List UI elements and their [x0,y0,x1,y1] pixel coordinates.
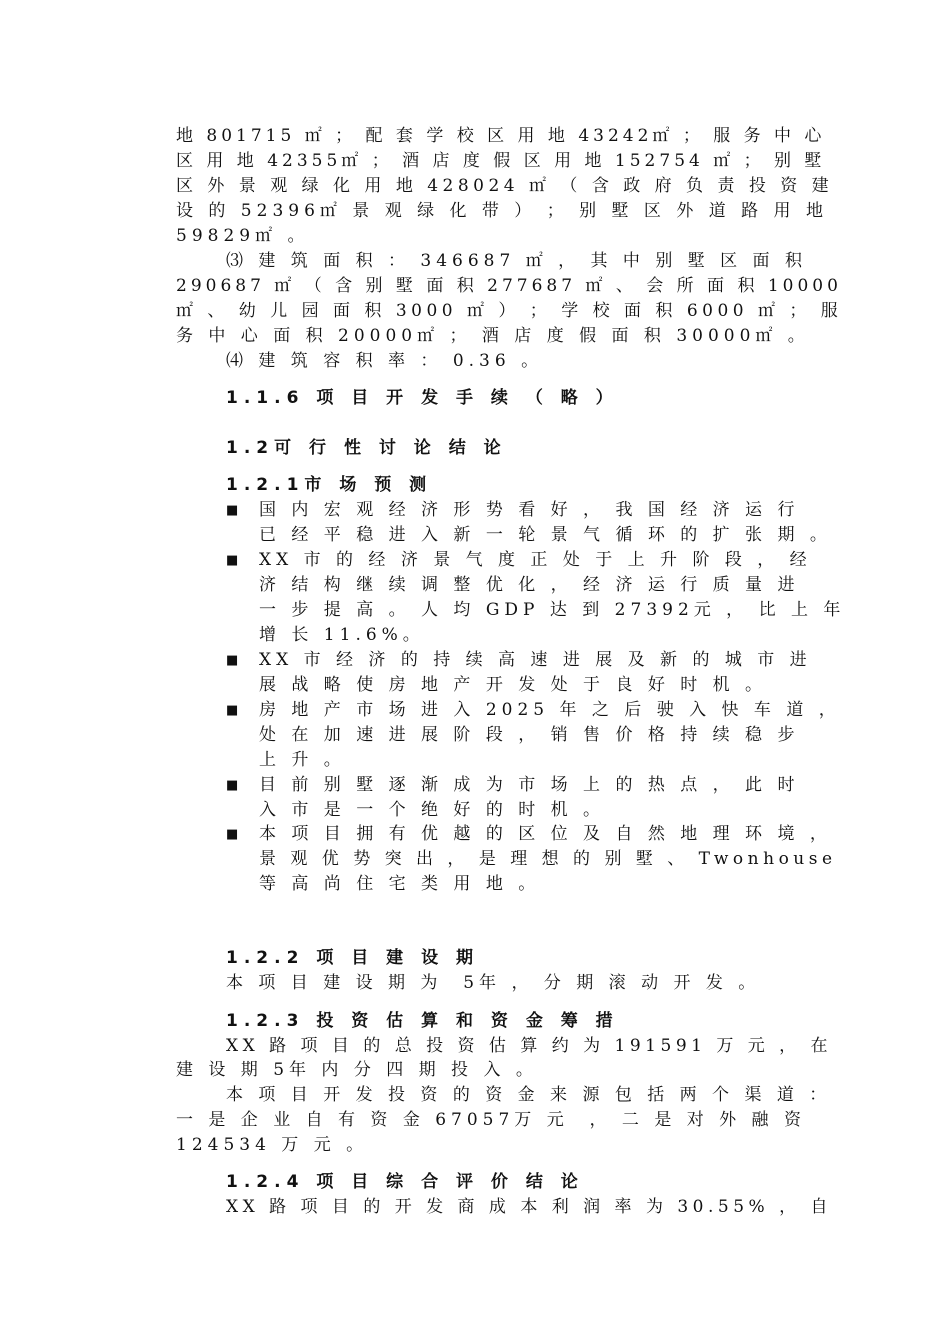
evaluation-line-1: XX 路 项 目 的 开 发 商 成 本 利 润 率 为 30.55% ， 自 [226,1197,832,1217]
investment-line-4: 一 是 企 业 自 有 资 金 67057万 元 ， 二 是 对 外 融 资 [176,1110,806,1130]
heading-1-1-6: 1.1.6 项 目 开 发 手 续 （ 略 ） [226,388,619,408]
list-item-line: 本 项 目 拥 有 优 越 的 区 位 及 自 然 地 理 环 境 ， [259,824,832,844]
list-item-line: 已 经 平 稳 进 入 新 一 轮 景 气 循 环 的 扩 张 期 。 [259,525,832,545]
building-area-line-1: ⑶ 建 筑 面 积 ： 346687 ㎡ ， 其 中 别 墅 区 面 积 [226,251,807,271]
heading-1-2: 1.2可 行 性 讨 论 结 论 [226,438,507,458]
bullet-square-icon: ■ [226,553,239,568]
land-use-line-5: 59829㎡ 。 [176,226,310,246]
investment-line-2: 建 设 期 5年 内 分 四 期 投 入 。 [176,1060,538,1080]
bullet-square-icon: ■ [226,827,239,842]
list-item-line: 入 市 是 一 个 绝 好 的 时 机 。 [259,800,606,820]
investment-line-5: 124534 万 元 。 [176,1135,369,1155]
list-item-line: 国 内 宏 观 经 济 形 势 看 好 ， 我 国 经 济 运 行 [259,500,800,520]
list-item-line: 上 升 。 [259,750,346,770]
building-area-line-2: 290687 ㎡ （ 含 别 墅 面 积 277687 ㎡ 、 会 所 面 积 10000 [176,276,842,296]
heading-1-2-3: 1.2.3 投 资 估 算 和 资 金 筹 措 [226,1011,619,1031]
investment-line-3: 本 项 目 开 发 投 资 的 资 金 来 源 包 括 两 个 渠 道 ： [226,1085,832,1105]
land-use-line-1: 地 801715 ㎡ ； 配 套 学 校 区 用 地 43242㎡ ； 服 务 中 心 [176,126,826,146]
list-item-line: 房 地 产 市 场 进 入 2025 年 之 后 驶 入 快 车 道 ， [259,700,841,720]
heading-1-2-1: 1.2.1市 场 预 测 [226,475,433,495]
land-use-line-2: 区 用 地 42355㎡ ； 酒 店 度 假 区 用 地 152754 ㎡ ； 别 墅 [176,151,826,171]
list-item-line: 一 步 提 高 。 人 均 GDP 达 到 27392元 ， 比 上 年 [259,600,846,620]
bullet-square-icon: ■ [226,503,239,518]
bullet-square-icon: ■ [226,653,239,668]
land-use-line-3: 区 外 景 观 绿 化 用 地 428024 ㎡ （ 含 政 府 负 责 投 资 建 [176,176,834,196]
list-item-line: 增 长 11.6%。 [259,625,425,645]
investment-line-1: XX 路 项 目 的 总 投 资 估 算 约 为 191591 万 元 ， 在 [226,1036,833,1056]
list-item-line: 处 在 加 速 进 展 阶 段 ， 销 售 价 格 持 续 稳 步 [259,725,800,745]
plot-ratio-line: ⑷ 建 筑 容 积 率 ： 0.36 。 [226,351,544,371]
list-item-line: 展 战 略 使 房 地 产 开 发 处 于 良 好 时 机 。 [259,675,768,695]
building-area-line-4: 务 中 心 面 积 20000㎡ ； 酒 店 度 假 面 积 30000㎡ 。 [176,326,810,346]
building-area-line-3: ㎡ 、 幼 儿 园 面 积 3000 ㎡ ） ； 学 校 面 积 6000 ㎡ ； 服 [176,301,843,321]
bullet-square-icon: ■ [226,778,239,793]
list-item-line: 目 前 别 墅 逐 渐 成 为 市 场 上 的 热 点 ， 此 时 [259,775,800,795]
heading-1-2-4: 1.2.4 项 目 综 合 评 价 结 论 [226,1172,584,1192]
list-item-line: 等 高 尚 住 宅 类 用 地 。 [259,874,541,894]
list-item-line: 济 结 构 继 续 调 整 优 化 ， 经 济 运 行 质 量 进 [259,575,800,595]
list-item-line: 景 观 优 势 突 出 ， 是 理 想 的 别 墅 、 Twonhouse [259,849,837,869]
land-use-line-4: 设 的 52396㎡ 景 观 绿 化 带 ） ； 别 墅 区 外 道 路 用 地 [176,201,828,221]
bullet-square-icon: ■ [226,703,239,718]
list-item-line: XX 市 经 济 的 持 续 高 速 进 展 及 新 的 城 市 进 [259,650,812,670]
heading-1-2-2: 1.2.2 项 目 建 设 期 [226,948,479,968]
construction-period-text: 本 项 目 建 设 期 为 5年 ， 分 期 滚 动 开 发 。 [226,973,761,993]
list-item-line: XX 市 的 经 济 景 气 度 正 处 于 上 升 阶 段 ， 经 [259,550,812,570]
